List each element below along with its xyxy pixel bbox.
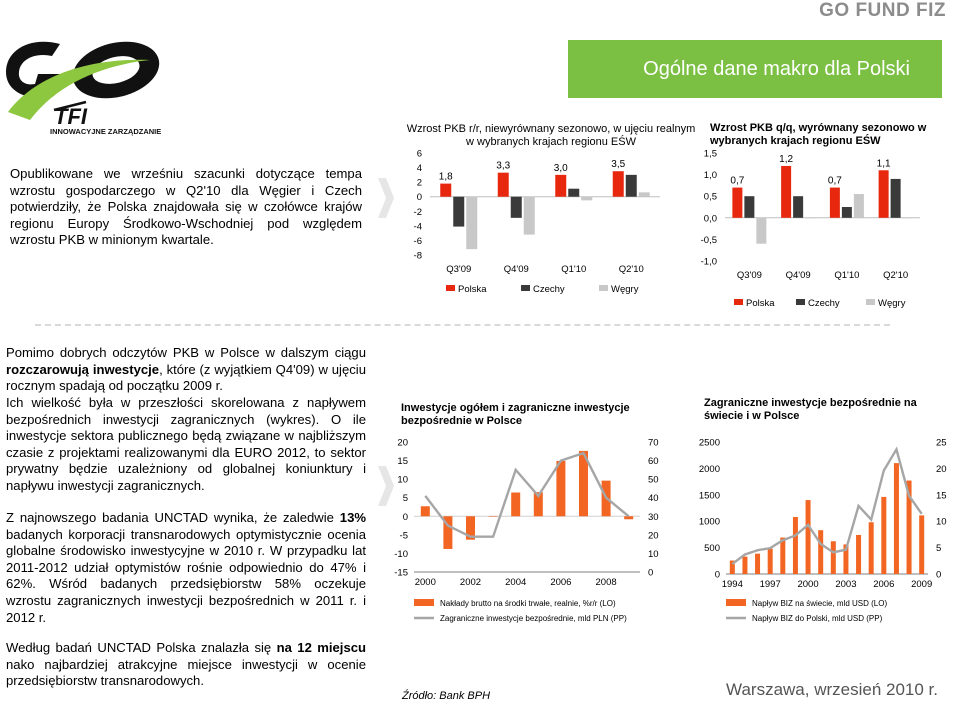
- y-tick-label-right: 50: [648, 474, 659, 486]
- bar-polska: [830, 188, 840, 218]
- y-tick-label-left: 0: [714, 569, 720, 581]
- y-tick-label: 1,5: [703, 148, 717, 160]
- divider: [35, 324, 890, 326]
- legend-swatch: [521, 285, 530, 291]
- bar-węgry: [756, 218, 766, 244]
- chart1-title: Wzrost PKB r/r, niewyrównany sezonowo, w ujęciu realnym w wybranych krajach regionu EŚW: [406, 123, 696, 148]
- bar-2000: [806, 500, 811, 574]
- bar-węgry: [805, 218, 815, 219]
- data-label: 1,1: [876, 158, 891, 170]
- legend-swatch-bar: [414, 599, 434, 606]
- bar-1996: [755, 554, 760, 574]
- brand-name: GO FUND FIZ: [819, 0, 946, 21]
- bar-polska: [440, 184, 451, 197]
- bar-czechy: [842, 207, 852, 218]
- bar-2006: [556, 461, 565, 516]
- chart4-title: Zagraniczne inwestycje bezpośrednie na świecie i w Polsce: [704, 397, 917, 422]
- y-tick-label-left: 2500: [698, 437, 720, 449]
- y-tick-label: -0,5: [700, 234, 717, 246]
- legend-label: Czechy: [533, 284, 565, 295]
- x-tick-label: Q3'09: [446, 264, 472, 275]
- bar-2009: [624, 516, 633, 519]
- investment-paragraph: Pomimo dobrych odczytów PKB w Polsce w dalszym ciągu rozczarowują inwestycje, które (z wyjątkiem Q4'09) w ujęciu rocznym spadają od początku 2009 r.: [6, 345, 366, 394]
- y-tick-label-left: -5: [399, 530, 408, 542]
- bar-polska: [781, 166, 791, 218]
- bar-2005: [869, 522, 874, 574]
- bar-polska: [613, 171, 624, 197]
- y-tick-label-left: 2000: [698, 463, 720, 475]
- y-tick-label-left: 20: [397, 437, 408, 449]
- legend-swatch: [446, 285, 455, 291]
- logo-tfi-text: TFI: [54, 104, 87, 129]
- bar-węgry: [854, 194, 864, 218]
- x-tick-label: Q4'09: [785, 270, 811, 281]
- bar-2000: [421, 506, 430, 516]
- legend-label: Zagraniczne inwestycje bezpośrednie, mld PLN (PP): [440, 614, 627, 623]
- y-tick-label-left: 1000: [698, 516, 720, 528]
- y-tick-label: 0,0: [703, 213, 717, 225]
- bar-polska: [879, 170, 889, 218]
- legend-swatch: [734, 299, 743, 305]
- data-label: 3,0: [553, 162, 568, 174]
- data-label: 0,7: [827, 175, 842, 187]
- line-series: [732, 449, 921, 564]
- footer-date: Warszawa, wrzesień 2010 r.: [726, 680, 938, 699]
- bar-1997: [768, 549, 773, 574]
- bar-2007: [894, 463, 899, 574]
- bar-polska: [732, 188, 742, 218]
- bar-węgry: [639, 192, 650, 196]
- x-tick-label: Q2'10: [618, 264, 644, 275]
- gdp-yoy-chart: [390, 148, 690, 298]
- global-fdi-chart: [690, 434, 956, 630]
- y-tick-label-left: 0: [402, 511, 408, 523]
- y-tick-label-right: 0: [648, 567, 654, 579]
- y-tick-label-right: 10: [648, 548, 659, 560]
- data-label: 3,5: [611, 159, 626, 171]
- legend-label: Węgry: [878, 298, 906, 309]
- legend-label: Węgry: [611, 284, 639, 295]
- y-tick-label-left: 10: [397, 474, 408, 486]
- x-tick-label: Q4'09: [503, 264, 529, 275]
- y-tick-label: -6: [413, 235, 422, 247]
- logo-graphic: [0, 30, 175, 140]
- y-tick-label: -4: [413, 221, 422, 233]
- x-tick-label: Q1'10: [561, 264, 587, 275]
- y-tick-label-right: 20: [648, 530, 659, 542]
- y-tick-label-left: -10: [394, 548, 408, 560]
- logo-tagline: INNOWACYJNE ZARZĄDZANIE: [50, 127, 162, 136]
- go-tfi-logo: [0, 30, 175, 140]
- unctad-paragraph: Z najnowszego badania UNCTAD wynika, że zaledwie 13% badanych korporacji transnarodowych optymistycznie ocenia globalne środowisko inwestycyjne w 2010 r. W przypadku lat 2011-2012 udział optymistów rośnie odpowiednio do 47% i 62%. Wśród badanych przedsiębiorstw 58% oczekuje wzrostu zagranicznych inwestycji bezpośrednich w 2011 r. i 2012 r.: [6, 510, 366, 625]
- legend-label: Polska: [746, 298, 775, 309]
- x-tick-label: 2000: [797, 579, 819, 590]
- bar-polska: [555, 175, 566, 197]
- x-tick-label: 2003: [835, 579, 857, 590]
- ranking-paragraph: Według badań UNCTAD Polska znalazła się na 12 miejscu nako najbardziej atrakcyjne miejsce inwestycji w ocenie przedsiębiorstw transnarodowych.: [6, 640, 367, 689]
- chart3-title: Inwestycje ogółem i zagraniczne inwestycje bezpośrednie w Polsce: [401, 402, 630, 427]
- legend-label: Polska: [458, 284, 487, 295]
- x-tick-label: 2002: [459, 577, 482, 588]
- bar-czechy: [568, 189, 579, 197]
- bar-czechy: [793, 196, 803, 218]
- y-tick-label-right: 0: [936, 569, 942, 581]
- legend-label: Czechy: [808, 298, 840, 309]
- y-tick-label-left: -15: [394, 567, 408, 579]
- bar-czechy: [453, 197, 464, 227]
- x-tick-label: 1994: [721, 579, 743, 590]
- y-tick-label-right: 20: [936, 463, 947, 475]
- y-tick-label-right: 40: [648, 493, 659, 505]
- bar-węgry: [581, 197, 592, 201]
- y-tick-label: 1,0: [703, 170, 717, 182]
- x-tick-label: 2000: [414, 577, 436, 588]
- legend-swatch: [599, 285, 608, 291]
- bar-1998: [780, 538, 785, 574]
- bar-czechy: [891, 179, 901, 218]
- gdp-qoq-chart: [690, 146, 960, 312]
- source-note: Źródło: Bank BPH: [402, 690, 491, 702]
- y-tick-label-right: 70: [648, 437, 659, 449]
- bar-2004: [511, 493, 520, 517]
- data-label: 1,2: [779, 153, 794, 165]
- y-tick-label: 2: [416, 177, 422, 189]
- y-tick-label: -1,0: [700, 256, 717, 268]
- bar-2001: [818, 530, 823, 574]
- y-tick-label-right: 60: [648, 456, 659, 468]
- x-tick-label: Q2'10: [883, 270, 909, 281]
- y-tick-label-left: 5: [402, 493, 408, 505]
- fdi-paragraph: Ich wielkość była w przeszłości skorelowana z napływem bezpośrednich inwestycji zagranicznych (wykres). O ile inwestycje sektora publicznego będą związane w najbliższym czasie z projektami realizowanymi dla EURO 2012, to sektor prywatny będzie uzależniony od globalnej koniunktury i napływu inwestycji zagranicznych.: [6, 395, 366, 493]
- bar-2003: [489, 516, 498, 517]
- y-tick-label: -8: [413, 250, 422, 262]
- bar-węgry: [524, 197, 535, 235]
- y-tick-label: -2: [413, 206, 422, 218]
- x-tick-label: Q3'09: [736, 270, 762, 281]
- chart2-title: Wzrost PKB q/q, wyrównany sezonowo w wybranych krajach regionu EŚW: [710, 122, 927, 147]
- x-tick-label: 1997: [759, 579, 781, 590]
- legend-label: Nakłady brutto na środki trwałe, realnie, %r/r (LO): [440, 599, 616, 608]
- y-tick-label-right: 10: [936, 516, 947, 528]
- legend-label: Napływ BIZ na świecie, mld USD (LO): [752, 599, 888, 608]
- bar-1999: [793, 517, 798, 574]
- bar-czechy: [511, 197, 522, 218]
- bar-2009: [919, 515, 924, 574]
- y-tick-label: 0,5: [703, 191, 717, 203]
- bar-węgry: [466, 197, 477, 249]
- bar-2006: [881, 497, 886, 574]
- bar-2002: [831, 541, 836, 574]
- legend-swatch-bar: [726, 599, 746, 606]
- y-tick-label-left: 15: [397, 456, 408, 468]
- intro-paragraph: Opublikowane we wrześniu szacunki dotyczące tempa wzrostu gospodarczego w Q2'10 dla Węgier i Czech potwierdziły, że Polska znajdowała się w czołówce krajów regionu Europy Środkowo-Wschodniej pod względem wzrostu PKB w minionym kwartale.: [10, 166, 362, 248]
- x-tick-label: 2009: [911, 579, 933, 590]
- legend-label: Napływ BIZ do Polski, mld USD (PP): [752, 614, 883, 623]
- y-tick-label: 6: [416, 148, 422, 160]
- x-tick-label: 2006: [873, 579, 895, 590]
- legend-swatch: [796, 299, 805, 305]
- bar-polska: [498, 173, 509, 197]
- y-tick-label-left: 1500: [698, 490, 720, 502]
- y-tick-label: 0: [416, 192, 422, 204]
- y-tick-label-right: 25: [936, 437, 947, 449]
- x-tick-label: 2004: [505, 577, 527, 588]
- x-tick-label: 2006: [550, 577, 572, 588]
- bar-czechy: [744, 196, 754, 218]
- page-title: Ogólne dane makro dla Polski: [643, 58, 910, 80]
- data-label: 0,7: [730, 175, 745, 187]
- bar-1995: [742, 557, 747, 574]
- y-tick-label-right: 15: [936, 490, 947, 502]
- bar-czechy: [626, 175, 637, 197]
- y-tick-label-right: 30: [648, 511, 659, 523]
- x-tick-label: 2008: [595, 577, 617, 588]
- bar-2004: [856, 535, 861, 574]
- investment-chart: [384, 434, 680, 630]
- y-tick-label-right: 5: [936, 543, 942, 555]
- data-label: 3,3: [496, 160, 511, 172]
- legend-swatch: [866, 299, 875, 305]
- y-tick-label: 4: [416, 163, 422, 175]
- data-label: 1,8: [438, 171, 453, 183]
- x-tick-label: Q1'10: [834, 270, 860, 281]
- bar-węgry: [903, 218, 913, 219]
- line-series: [425, 453, 628, 537]
- title-banner: [568, 40, 942, 98]
- y-tick-label-left: 500: [704, 543, 720, 555]
